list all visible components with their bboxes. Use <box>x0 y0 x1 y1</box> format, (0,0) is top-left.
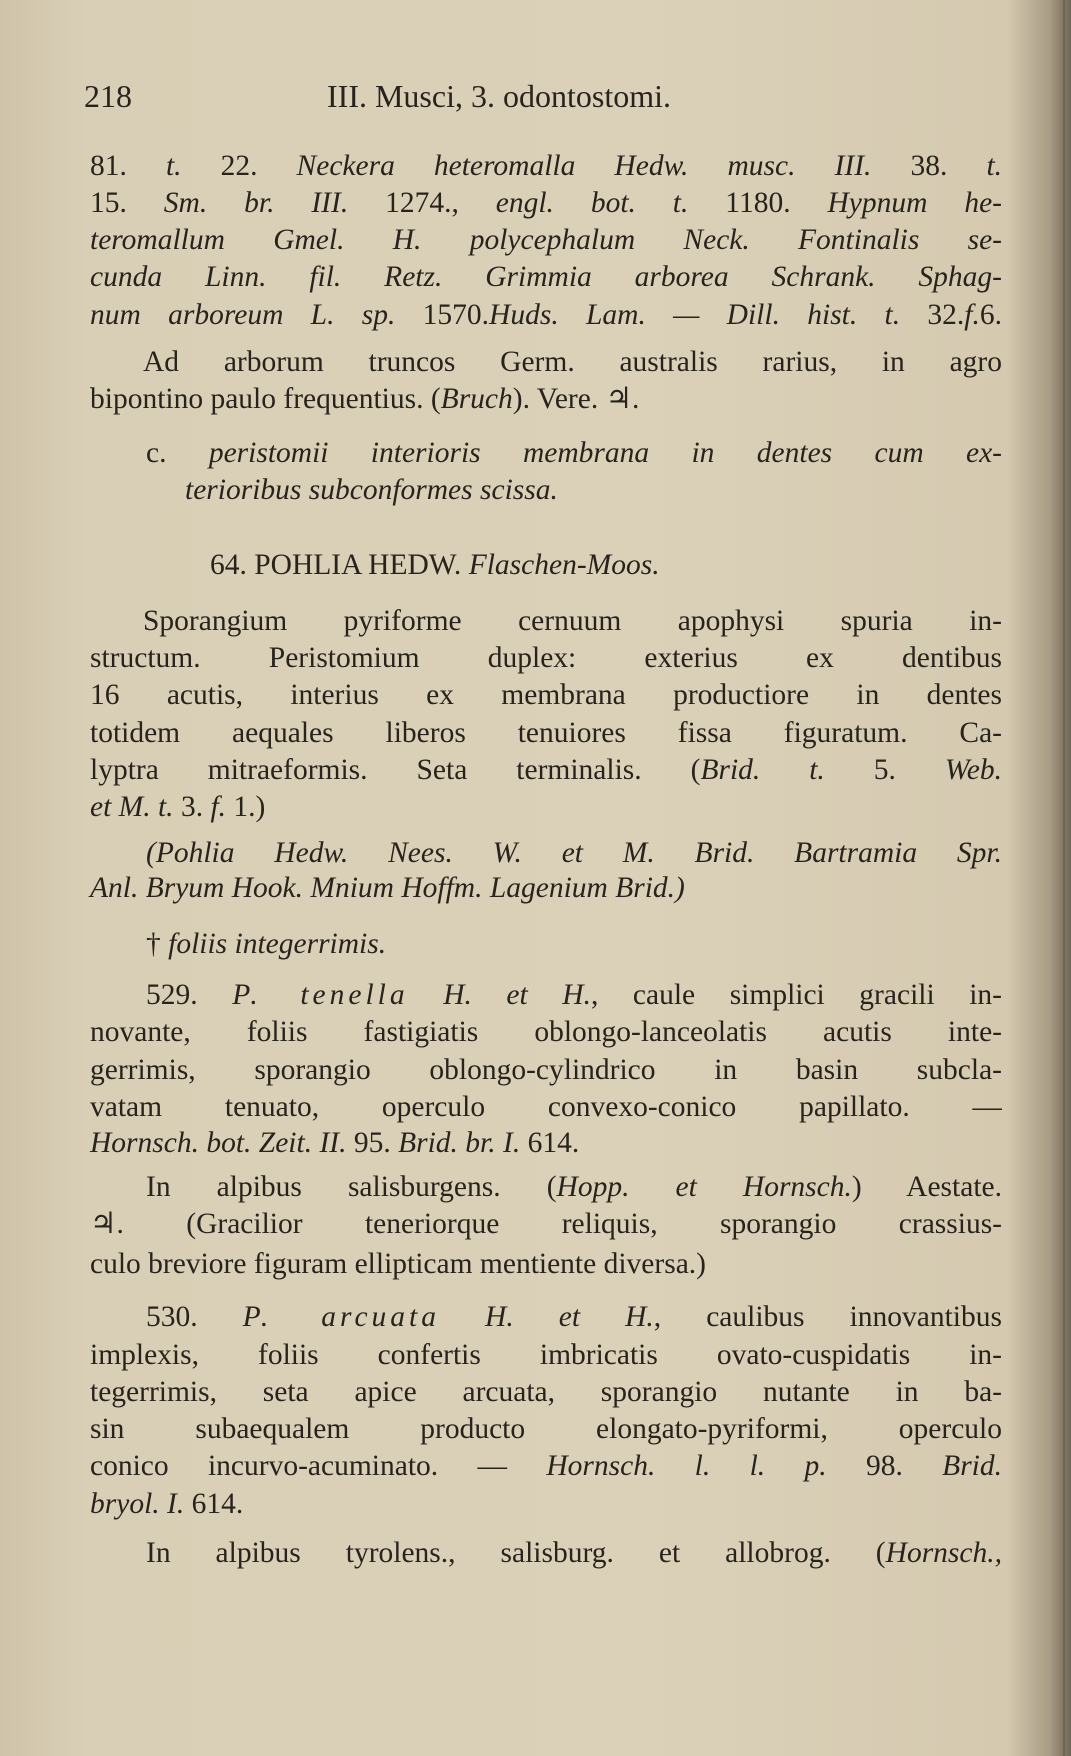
italic-text: Brid. <box>942 1450 1002 1482</box>
roman-text: 530. <box>146 1301 243 1333</box>
roman-text: lyptra mitraeformis. Seta terminalis. ( <box>90 754 701 786</box>
italic-text: teromallum Gmel. H. polycephalum Neck. Fontinalis se- <box>90 224 1002 256</box>
roman-text: Sporangium pyriforme cernuum apophysi spuria in- <box>143 605 1002 637</box>
italic-text: f. <box>964 299 980 331</box>
italic-text: P. tenella <box>232 979 409 1011</box>
text-line <box>90 1372 1002 1412</box>
italic-text: H. et H. <box>440 1301 654 1333</box>
italic-text: Hornsch. bot. Zeit. II. <box>90 1127 354 1159</box>
text-line <box>146 924 386 964</box>
text-line <box>90 1244 706 1284</box>
text-line <box>90 1409 1002 1449</box>
italic-text: Huds. Lam. — Dill. hist. t. <box>489 299 928 331</box>
italic-text: Brid. t. <box>700 754 874 786</box>
roman-text: bipontino paulo frequentius. ( <box>90 383 441 415</box>
text-line <box>146 833 1002 873</box>
text-line <box>146 1533 1002 1573</box>
text-line <box>143 342 1002 382</box>
roman-text: 32. <box>927 299 965 331</box>
text-line <box>146 1297 1002 1337</box>
text-line <box>90 1484 243 1524</box>
roman-text: † <box>146 928 169 960</box>
roman-text: structum. Peristomium duplex: exterius ex dentibus <box>90 642 1002 674</box>
text-line <box>90 713 1002 753</box>
roman-text: implexis, foliis confertis imbricatis ovato-cuspidatis in- <box>90 1339 1002 1371</box>
roman-text: In alpibus tyrolens., salisburg. et allobrog. ( <box>146 1537 886 1569</box>
roman-text: 1570. <box>422 299 490 331</box>
text-line <box>90 750 1002 790</box>
text-line <box>90 1087 1002 1127</box>
text-line <box>90 220 1002 260</box>
text-line <box>143 601 1002 641</box>
roman-text: totidem aequales liberos tenuiores fissa figuratum. Ca- <box>90 717 1002 749</box>
roman-text: 16 acutis, interius ex membrana productiore in dentes <box>90 679 1002 711</box>
italic-text: cunda Linn. fil. Retz. Grimmia arborea Schrank. Sphag- <box>90 261 1002 293</box>
text-line <box>210 545 660 585</box>
roman-text: , caulibus innovantibus <box>653 1301 1002 1333</box>
italic-text: et M. t. <box>90 791 181 823</box>
roman-text: 1274., <box>385 187 496 219</box>
text-line <box>185 470 558 510</box>
roman-text: Ad arborum truncos Germ. australis rarius, in agro <box>143 346 1002 378</box>
roman-text: 38. <box>910 150 987 182</box>
italic-text: Anl. Bryum Hook. Mnium Hoffm. Lagenium Brid.) <box>90 872 685 904</box>
roman-text: c. <box>146 437 209 469</box>
text-line <box>90 379 639 419</box>
roman-text: 1.) <box>233 791 266 823</box>
italic-text: peristomii interioris membrana in dentes cum ex- <box>208 437 1002 469</box>
roman-text: 81. <box>90 150 166 182</box>
italic-text: Flaschen-Moos. <box>468 549 660 581</box>
italic-text: bryol. I. <box>90 1488 192 1520</box>
italic-text: engl. bot. t. <box>495 187 726 219</box>
text-line <box>146 433 1002 473</box>
roman-text: 22. <box>181 150 297 182</box>
roman-text: 529. <box>146 979 233 1011</box>
text-line <box>90 295 1002 335</box>
text-line <box>90 638 1002 678</box>
italic-text: Web. <box>944 754 1002 786</box>
text-line <box>90 787 265 827</box>
roman-text: culo breviore figuram ellipticam mentiente diversa.) <box>90 1248 706 1280</box>
italic-text: Hypnum he- <box>827 187 1002 219</box>
roman-text: 64. POHLIA HEDW. <box>210 549 469 581</box>
text-line <box>90 1446 1002 1486</box>
italic-text: Hornsch., <box>885 1537 1002 1569</box>
roman-text: 614. <box>191 1488 244 1520</box>
italic-text: Brid. br. I. <box>398 1127 528 1159</box>
roman-text: tegerrimis, seta apice arcuata, sporangio nutante in ba- <box>90 1376 1002 1408</box>
roman-text: 95. <box>353 1127 399 1159</box>
text-line <box>146 1167 1002 1207</box>
italic-text: Neckera heteromalla Hedw. musc. III. <box>296 150 911 182</box>
text-line <box>90 868 685 908</box>
italic-text: t. <box>986 150 1002 182</box>
italic-text: num arboreum L. sp. <box>90 299 423 331</box>
roman-text: gerrimis, sporangio oblongo-cylindrico in basin subcla- <box>90 1054 1002 1086</box>
page-number: 218 <box>84 78 132 114</box>
italic-text: Hornsch. l. l. p. <box>546 1450 866 1482</box>
italic-text: Sm. br. III. <box>163 187 386 219</box>
roman-text: ). Vere. ♃. <box>512 383 640 415</box>
roman-text: ♃. (Gracilior teneriorque reliquis, sporangio crassius- <box>90 1208 1002 1240</box>
italic-text: H. et H. <box>408 979 591 1011</box>
italic-text: (Pohlia Hedw. Nees. W. et M. Brid. Bartramia Spr. <box>146 837 1002 869</box>
roman-text: vatam tenuato, operculo convexo-conico papillato. — <box>90 1091 1002 1123</box>
roman-text: 5. <box>873 754 945 786</box>
text-line <box>146 975 1002 1015</box>
roman-text: 3. <box>180 791 211 823</box>
text-line <box>90 146 1002 186</box>
roman-text: ) Aestate. <box>851 1171 1002 1203</box>
roman-text: sin subaequalem producto elongato-pyriformi, operculo <box>90 1413 1002 1445</box>
text-line <box>90 1050 1002 1090</box>
text-line <box>90 675 1002 715</box>
italic-text: Bruch <box>440 383 513 415</box>
roman-text: In alpibus salisburgens. ( <box>146 1171 557 1203</box>
text-line <box>90 1123 579 1163</box>
text-line <box>90 1204 1002 1244</box>
running-title: III. Musci, 3. odontostomi. <box>327 78 671 114</box>
italic-text: foliis integerrimis. <box>168 928 387 960</box>
roman-text: 15. <box>90 187 164 219</box>
text-line <box>90 1012 1002 1052</box>
italic-text: t. <box>165 150 182 182</box>
roman-text: conico incurvo-acuminato. — <box>90 1450 547 1482</box>
roman-text: , caule simplici gracili in- <box>590 979 1002 1011</box>
roman-text: 1180. <box>725 187 828 219</box>
text-line <box>90 257 1002 297</box>
italic-text: f. <box>210 791 234 823</box>
italic-text: P. arcuata <box>242 1301 440 1333</box>
text-line <box>90 1335 1002 1375</box>
roman-text: novante, foliis fastigiatis oblongo-lanceolatis acutis inte- <box>90 1016 1002 1048</box>
roman-text: 614. <box>527 1127 580 1159</box>
text-line <box>90 183 1002 223</box>
italic-text: terioribus subconformes scissa. <box>185 474 558 506</box>
italic-text: Hopp. et Hornsch. <box>556 1171 852 1203</box>
page-edge-shadow <box>1063 0 1065 1756</box>
roman-text: 98. <box>865 1450 943 1482</box>
roman-text: 6. <box>979 299 1002 331</box>
